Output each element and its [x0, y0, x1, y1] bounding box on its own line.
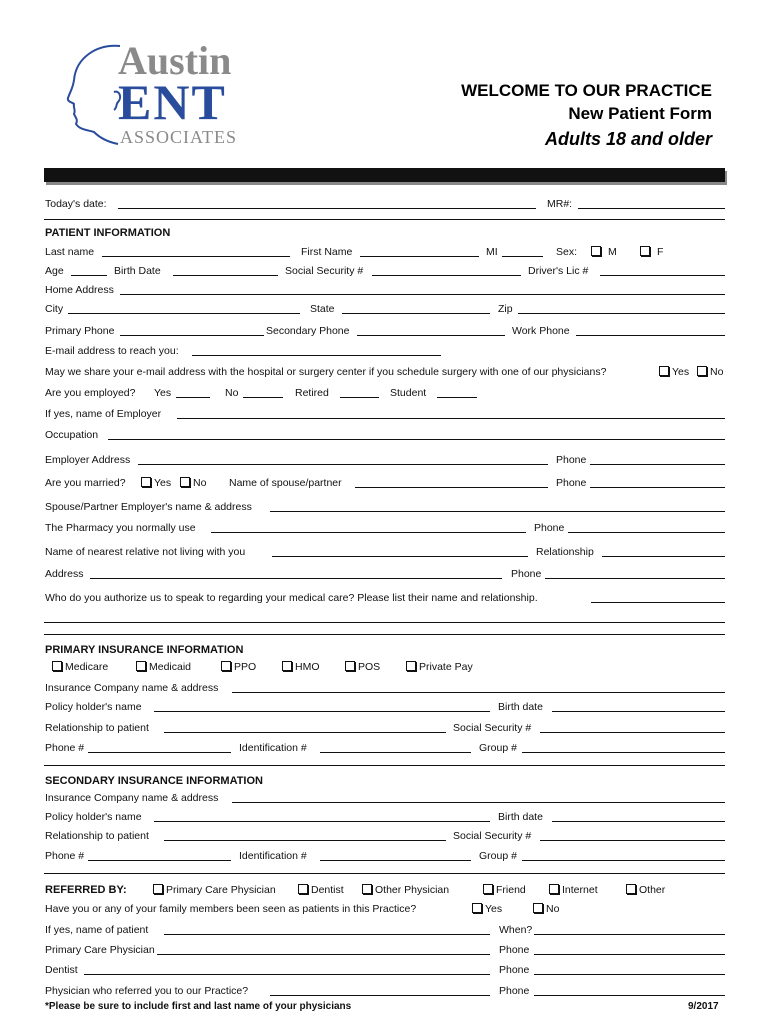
- email-field[interactable]: [192, 355, 441, 356]
- form-subtitle: New Patient Form: [568, 104, 712, 123]
- authorize-field-2[interactable]: [44, 622, 725, 623]
- option-label: Other: [639, 884, 666, 896]
- primary-company-field[interactable]: [232, 692, 725, 693]
- birth-date-label: Birth Date: [114, 265, 161, 277]
- secondary-phone-field[interactable]: [88, 860, 231, 861]
- form-header: [412, 79, 712, 152]
- primary-phone-field[interactable]: [88, 752, 231, 753]
- secondary-relationship-field[interactable]: [164, 840, 446, 841]
- checkbox-icon[interactable]: [153, 884, 163, 894]
- primary-ssn-field[interactable]: [540, 732, 725, 733]
- ins-option-pos[interactable]: [345, 661, 380, 673]
- patient-name-field[interactable]: [164, 934, 490, 935]
- state-field[interactable]: [342, 313, 490, 314]
- pcp-phone-label: Phone: [499, 944, 530, 956]
- primary-phone-label: Primary Phone: [45, 325, 115, 337]
- checkbox-icon[interactable]: [549, 884, 559, 894]
- state-label: State: [310, 303, 335, 315]
- no-label: No: [546, 903, 560, 915]
- occupation-label: Occupation: [45, 429, 99, 441]
- seen-before-no[interactable]: [533, 903, 559, 915]
- student-label: Student: [390, 387, 427, 399]
- drivers-lic-label: Driver's Lic #: [528, 265, 589, 277]
- sex-label: Sex:: [556, 246, 578, 258]
- yes-label: Yes: [672, 366, 690, 378]
- pcp-phone-field[interactable]: [534, 954, 725, 955]
- patient-name-label: If yes, name of patient: [45, 924, 149, 936]
- pcp-label: Primary Care Physician: [45, 944, 155, 956]
- secondary-holder-field[interactable]: [154, 821, 490, 822]
- referred-option-pcp[interactable]: [153, 884, 276, 896]
- primary-identification-field[interactable]: [320, 752, 471, 753]
- primary-group-label: Group #: [479, 742, 517, 754]
- relative-phone-field[interactable]: [545, 578, 725, 579]
- form-date: 9/2017: [688, 1001, 719, 1012]
- zip-field[interactable]: [518, 313, 725, 314]
- option-label: Other Physician: [375, 884, 450, 896]
- option-label: Friend: [496, 884, 526, 896]
- spouse-phone-label: Phone: [556, 477, 587, 489]
- referred-option-internet[interactable]: [549, 884, 598, 896]
- mi-field[interactable]: [502, 256, 543, 257]
- no-label: No: [193, 477, 207, 489]
- spouse-name-label: Name of spouse/partner: [229, 477, 342, 489]
- secondary-identification-label: Identification #: [239, 850, 307, 862]
- primary-group-field[interactable]: [522, 752, 725, 753]
- employer-name-label: If yes, name of Employer: [45, 408, 162, 420]
- married-question: Are you married?: [45, 477, 126, 489]
- secondary-phone-label: Phone #: [45, 850, 85, 862]
- primary-holder-field[interactable]: [154, 711, 490, 712]
- no-label: No: [710, 366, 724, 378]
- practice-logo: [62, 38, 272, 148]
- authorize-question: Who do you authorize us to speak to regarding your medical care? Please list their name and relationship.: [45, 592, 538, 604]
- married-yes[interactable]: [141, 477, 171, 489]
- primary-relationship-field[interactable]: [164, 732, 446, 733]
- home-address-field[interactable]: [120, 294, 725, 295]
- yes-label: Yes: [154, 477, 172, 489]
- authorize-field-1[interactable]: [591, 602, 725, 603]
- sex-f-option[interactable]: [640, 246, 663, 258]
- first-name-field[interactable]: [360, 256, 479, 257]
- checkbox-icon[interactable]: [282, 661, 292, 671]
- ins-option-private-pay[interactable]: [406, 661, 473, 673]
- patient-info-heading: PATIENT INFORMATION: [45, 227, 171, 239]
- dentist-label: Dentist: [45, 964, 78, 976]
- relative-phone-label: Phone: [511, 568, 542, 580]
- checkbox-icon[interactable]: [659, 366, 669, 376]
- secondary-relationship-label: Relationship to patient: [45, 830, 149, 842]
- when-label: When?: [499, 924, 533, 936]
- todays-date-field[interactable]: [118, 208, 536, 209]
- option-label: Private Pay: [419, 661, 473, 673]
- checkbox-icon[interactable]: [136, 661, 146, 671]
- checkbox-icon[interactable]: [472, 903, 482, 913]
- ssn-field[interactable]: [372, 275, 521, 276]
- referred-option-other[interactable]: [626, 884, 665, 896]
- checkbox-icon[interactable]: [640, 246, 650, 256]
- primary-phone-field[interactable]: [120, 335, 264, 336]
- spouse-employer-label: Spouse/Partner Employer's name & address: [45, 501, 252, 513]
- physician-referred-field[interactable]: [270, 995, 490, 996]
- primary-phone-label: Phone #: [45, 742, 85, 754]
- ins-option-medicare[interactable]: [52, 661, 108, 673]
- employer-address-field[interactable]: [138, 464, 548, 465]
- option-label: Dentist: [311, 884, 344, 896]
- sex-m-option[interactable]: [591, 246, 617, 258]
- married-no[interactable]: [180, 477, 206, 489]
- secondary-ssn-label: Social Security #: [453, 830, 532, 842]
- primary-identification-label: Identification #: [239, 742, 307, 754]
- logo-ent: ENT: [118, 74, 227, 130]
- checkbox-icon[interactable]: [591, 246, 601, 256]
- checkbox-icon[interactable]: [180, 477, 190, 487]
- age-label: Age: [45, 265, 64, 277]
- spouse-name-field[interactable]: [355, 487, 548, 488]
- pharmacy-phone-field[interactable]: [568, 532, 725, 533]
- employed-no-label: No: [225, 387, 239, 399]
- work-phone-label: Work Phone: [512, 325, 570, 337]
- checkbox-icon[interactable]: [483, 884, 493, 894]
- option-label: Medicare: [65, 661, 109, 673]
- checkbox-icon[interactable]: [52, 661, 62, 671]
- sex-m-label: M: [608, 246, 617, 258]
- checkbox-icon[interactable]: [533, 903, 543, 913]
- primary-ssn-label: Social Security #: [453, 722, 532, 734]
- share-email-question: May we share your e-mail address with the hospital or surgery center if you schedule surgery with one of our physicians?: [45, 366, 607, 378]
- home-address-label: Home Address: [45, 284, 114, 296]
- option-label: PPO: [234, 661, 257, 673]
- spouse-employer-field[interactable]: [270, 511, 725, 512]
- option-label: HMO: [295, 661, 320, 673]
- nearest-relative-label: Name of nearest relative not living with you: [45, 546, 246, 558]
- mr-label: MR#:: [547, 198, 573, 210]
- when-field[interactable]: [534, 934, 725, 935]
- referred-option-friend[interactable]: [483, 884, 526, 896]
- ins-option-ppo[interactable]: [221, 661, 256, 673]
- employed-yes-field[interactable]: [176, 397, 210, 398]
- primary-insurance-heading: PRIMARY INSURANCE INFORMATION: [45, 644, 244, 656]
- student-field[interactable]: [437, 397, 477, 398]
- secondary-phone-label: Secondary Phone: [266, 325, 350, 337]
- nearest-relative-field[interactable]: [272, 556, 528, 557]
- occupation-field[interactable]: [108, 439, 725, 440]
- secondary-insurance-heading: SECONDARY INSURANCE INFORMATION: [45, 775, 263, 787]
- option-label: Internet: [562, 884, 598, 896]
- relative-relationship-label: Relationship: [536, 546, 594, 558]
- ssn-label: Social Security #: [285, 265, 364, 277]
- employer-phone-label: Phone: [556, 454, 587, 466]
- ins-option-hmo[interactable]: [282, 661, 320, 673]
- option-label: POS: [358, 661, 381, 673]
- mi-label: MI: [486, 246, 498, 258]
- secondary-holder-label: Policy holder's name: [45, 811, 142, 823]
- employer-phone-field[interactable]: [590, 464, 725, 465]
- email-label: E-mail address to reach you:: [45, 345, 179, 357]
- primary-company-label: Insurance Company name & address: [45, 682, 219, 694]
- employed-yes-label: Yes: [154, 387, 172, 399]
- last-name-label: Last name: [45, 246, 95, 258]
- primary-relationship-label: Relationship to patient: [45, 722, 149, 734]
- zip-label: Zip: [498, 303, 513, 315]
- dentist-phone-label: Phone: [499, 964, 530, 976]
- relative-address-field[interactable]: [90, 578, 502, 579]
- primary-birth-date-field[interactable]: [552, 711, 725, 712]
- pharmacy-field[interactable]: [211, 532, 526, 533]
- checkbox-icon[interactable]: [697, 366, 707, 376]
- primary-birth-date-label: Birth date: [498, 701, 543, 713]
- city-label: City: [45, 303, 64, 315]
- mr-field[interactable]: [578, 208, 725, 209]
- physician-name-note: *Please be sure to include first and last name of your physicians: [45, 1001, 352, 1012]
- birth-date-field[interactable]: [173, 275, 278, 276]
- secondary-group-label: Group #: [479, 850, 517, 862]
- dentist-phone-field[interactable]: [534, 974, 725, 975]
- section-divider: [44, 765, 725, 766]
- checkbox-icon[interactable]: [626, 884, 636, 894]
- checkbox-icon[interactable]: [345, 661, 355, 671]
- sex-f-label: F: [657, 246, 664, 258]
- relative-address-label: Address: [45, 568, 84, 580]
- secondary-birth-date-label: Birth date: [498, 811, 543, 823]
- todays-date-label: Today's date:: [45, 198, 107, 210]
- section-divider: [44, 219, 725, 220]
- yes-label: Yes: [485, 903, 503, 915]
- secondary-group-field[interactable]: [522, 860, 725, 861]
- secondary-company-label: Insurance Company name & address: [45, 792, 219, 804]
- header-divider-bar: [44, 168, 725, 182]
- employed-no-field[interactable]: [243, 397, 283, 398]
- seen-before-question: Have you or any of your family members been seen as patients in this Practice?: [45, 903, 417, 915]
- referred-option-other-physician[interactable]: [362, 884, 449, 896]
- pharmacy-label: The Pharmacy you normally use: [45, 522, 196, 534]
- pcp-field[interactable]: [157, 954, 490, 955]
- city-field[interactable]: [68, 313, 300, 314]
- work-phone-field[interactable]: [576, 335, 725, 336]
- physician-referred-phone-field[interactable]: [534, 995, 725, 996]
- secondary-phone-field[interactable]: [357, 335, 505, 336]
- relative-relationship-field[interactable]: [602, 556, 725, 557]
- checkbox-icon[interactable]: [141, 477, 151, 487]
- employer-address-label: Employer Address: [45, 454, 131, 466]
- option-label: Medicaid: [149, 661, 192, 673]
- retired-field[interactable]: [340, 397, 379, 398]
- dentist-field[interactable]: [84, 974, 490, 975]
- section-divider: [44, 873, 725, 874]
- ins-option-medicaid[interactable]: [136, 661, 191, 673]
- seen-before-yes[interactable]: [472, 903, 502, 915]
- retired-label: Retired: [295, 387, 329, 399]
- physician-referred-phone-label: Phone: [499, 985, 530, 997]
- checkbox-icon[interactable]: [298, 884, 308, 894]
- first-name-label: First Name: [301, 246, 353, 258]
- option-label: Primary Care Physician: [166, 884, 276, 896]
- referred-option-dentist[interactable]: [298, 884, 344, 896]
- employed-question: Are you employed?: [45, 387, 136, 399]
- pharmacy-phone-label: Phone: [534, 522, 565, 534]
- referred-by-heading: REFERRED BY:: [45, 884, 127, 896]
- form-audience: Adults 18 and older: [544, 129, 712, 149]
- primary-holder-label: Policy holder's name: [45, 701, 142, 713]
- drivers-lic-field[interactable]: [600, 275, 725, 276]
- secondary-birth-date-field[interactable]: [552, 821, 725, 822]
- logo-austin: Austin: [118, 38, 232, 83]
- section-divider: [44, 634, 725, 635]
- checkbox-icon[interactable]: [221, 661, 231, 671]
- page-title: WELCOME TO OUR PRACTICE: [461, 81, 712, 100]
- secondary-company-field[interactable]: [232, 802, 725, 803]
- employer-name-field[interactable]: [177, 418, 725, 419]
- checkbox-icon[interactable]: [362, 884, 372, 894]
- share-email-no[interactable]: [697, 366, 723, 378]
- secondary-ssn-field[interactable]: [540, 840, 725, 841]
- spouse-phone-field[interactable]: [590, 487, 725, 488]
- secondary-identification-field[interactable]: [320, 860, 471, 861]
- age-field[interactable]: [71, 275, 107, 276]
- logo-associates: ASSOCIATES: [120, 127, 238, 147]
- last-name-field[interactable]: [102, 256, 290, 257]
- checkbox-icon[interactable]: [406, 661, 416, 671]
- physician-referred-label: Physician who referred you to our Practice?: [45, 985, 249, 997]
- share-email-yes[interactable]: [659, 366, 689, 378]
